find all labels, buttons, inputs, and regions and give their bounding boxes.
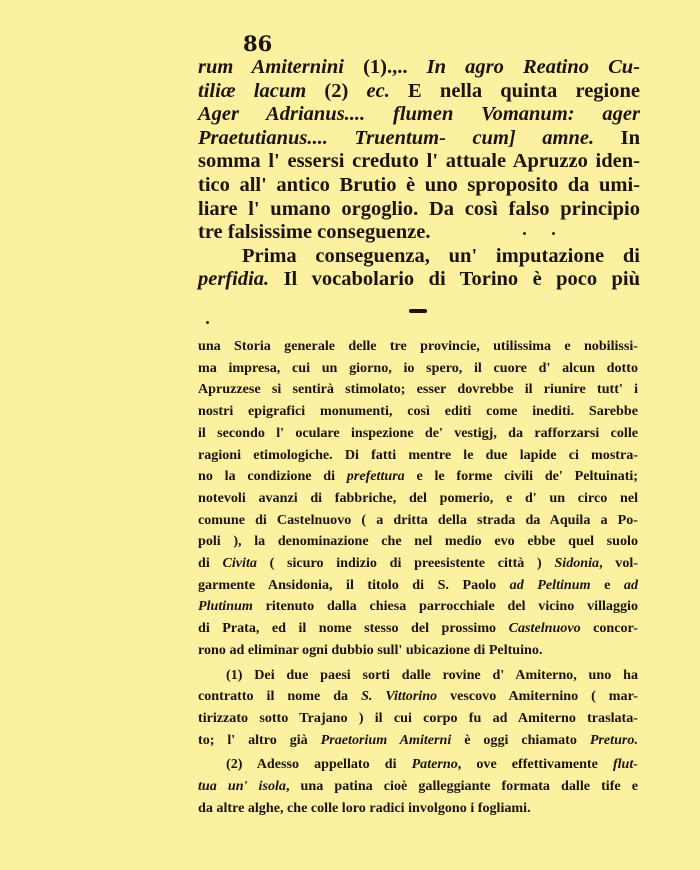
- text-span: e le forme civili de' Peltuinati;: [404, 468, 639, 485]
- footnote-line: [198, 618, 638, 640]
- italic-span: Plutinum: [198, 598, 253, 615]
- footnote-line: notevoli avanzi di fabbriche, del pomerio, e d' un circo nel: [198, 489, 638, 506]
- italic-span: ad: [623, 576, 638, 593]
- text-span: to; l' altro già: [198, 731, 321, 748]
- footnote-2-line: [198, 754, 638, 776]
- text-span: e: [590, 576, 624, 593]
- text-span: (1).,..: [343, 56, 427, 78]
- italic-span: flut-: [612, 756, 638, 773]
- italic-span: ec.: [366, 79, 390, 102]
- footnote-1-line: [198, 686, 638, 708]
- main-line: [198, 56, 640, 80]
- main-line: [198, 127, 640, 151]
- italic-span: Civita: [222, 555, 257, 572]
- footnote-2-line: da altre alghe, che colle loro radici involgono i fogliami.: [198, 799, 531, 816]
- italic-span: S. Vittorino: [361, 688, 438, 705]
- main-line: [198, 268, 640, 292]
- footnote-2-line: [198, 776, 638, 798]
- main-line: tico all' antico Brutio è uno sproposito da umi-: [198, 173, 640, 196]
- footnote-line: comune di Castelnuovo ( a dritta della strada da Aquila a Po-: [198, 511, 638, 528]
- italic-span: In agro Reatino Cu-: [426, 56, 641, 78]
- footnote-1-line: (1) Dei due paesi sorti dalle rovine d' Amiterno, uno ha: [226, 666, 638, 683]
- page-number: 86: [243, 31, 273, 56]
- text-span: ( sicuro indizio di preesistente città ): [256, 555, 555, 572]
- italic-span: Paterno: [411, 756, 458, 773]
- text-span: In: [594, 126, 640, 149]
- footnote-line: il secondo l' oculare inspezione de' vestigj, da rafforzarsi colle: [198, 424, 638, 441]
- text-span: garmente Ansidonia, il titolo di S. Paolo: [198, 576, 510, 593]
- italic-span: Preturo.: [589, 731, 638, 748]
- footnote-line: rono ad eliminar ogni dubbio sull' ubicazione di Peltuino.: [198, 641, 543, 658]
- footnote-line: [198, 553, 638, 575]
- italic-span: Sidonia: [554, 555, 600, 572]
- text-span: , ove effettivamente: [457, 756, 613, 773]
- main-line: [198, 80, 640, 104]
- italic-span: rum Amiternini: [198, 56, 344, 78]
- text-span: , vol-: [599, 555, 639, 572]
- italic-span: Praetutianus.... Truentum- cum] amne.: [198, 126, 595, 149]
- footnote-line: ma impresa, cui un giorno, io spero, il cuore d' alcun dotto: [198, 359, 638, 376]
- text-span: Il vocabolario di Torino è poco più: [269, 268, 640, 291]
- footnote-line: poli ), la denominazione che nel medio evo ebbe quel suolo: [198, 533, 638, 550]
- section-divider: [409, 309, 427, 313]
- text-span: ritenuto dalla chiesa parrocchiale del vicino villaggio: [252, 598, 638, 615]
- text-span: no la condizione di: [198, 468, 347, 485]
- footnote-line: Apruzzese si sentirà stimolato; esser dovrebbe il riunire tutt' i: [198, 381, 638, 398]
- footnote-line: [198, 575, 638, 597]
- text-span: contratto il nome da: [198, 688, 362, 705]
- text-span: , una patina cioè galleggiante formata dalle tife e: [285, 778, 638, 795]
- text-span: è oggi chiamato: [451, 731, 590, 748]
- text-span: di: [198, 555, 223, 572]
- footnotes-block: [198, 336, 638, 819]
- main-line: somma l' essersi creduto l' attuale Apruzzo iden-: [198, 150, 640, 173]
- italic-span: ad Peltinum: [509, 576, 591, 593]
- text-span: vescovo Amiternino ( mar-: [437, 688, 638, 705]
- text-span: E nella quinta regione: [389, 79, 640, 102]
- footnote-1-line: [198, 730, 638, 752]
- main-text-block: [198, 56, 640, 292]
- footnote-line: [198, 596, 638, 618]
- footnote-line: ragioni etimologiche. Di fatti mentre le due lapide ci mostra-: [198, 446, 638, 463]
- footnote-line: [198, 466, 638, 488]
- italic-span: prefettura: [346, 468, 405, 485]
- italic-span: tua un' isola: [198, 778, 286, 795]
- footnote-line: nostri epigrafici monumenti, così editi come inediti. Sarebbe: [198, 403, 638, 420]
- ink-speck: [206, 321, 209, 324]
- italic-span: tiliæ lacum: [198, 79, 307, 102]
- italic-span: perfidia.: [198, 268, 270, 291]
- text-span: (2) Adesso appellato di: [226, 756, 412, 773]
- ink-speck: [552, 232, 555, 235]
- italic-span: Castelnuovo: [508, 620, 581, 637]
- main-line: liare l' umano orgoglio. Da così falso principio: [198, 197, 640, 220]
- main-line: tre falsissime conseguenze.: [198, 221, 431, 244]
- footnote-line: una Storia generale delle tre provincie, utilissima e nobilissi-: [198, 338, 638, 354]
- text-span: di Prata, ed il nome stesso del prossimo: [198, 620, 509, 637]
- ink-speck: [523, 232, 526, 235]
- text-span: concor-: [580, 620, 638, 637]
- main-line: Ager Adrianus.... flumen Vomanum: ager: [198, 103, 640, 126]
- main-line: Prima conseguenza, un' imputazione di: [242, 244, 640, 267]
- footnote-1-line: tirizzato sotto Trajano ) il cui corpo fu ad Amiterno traslata-: [198, 709, 638, 726]
- italic-span: Praetorium Amiterni: [320, 731, 452, 748]
- text-span: (2): [306, 79, 367, 102]
